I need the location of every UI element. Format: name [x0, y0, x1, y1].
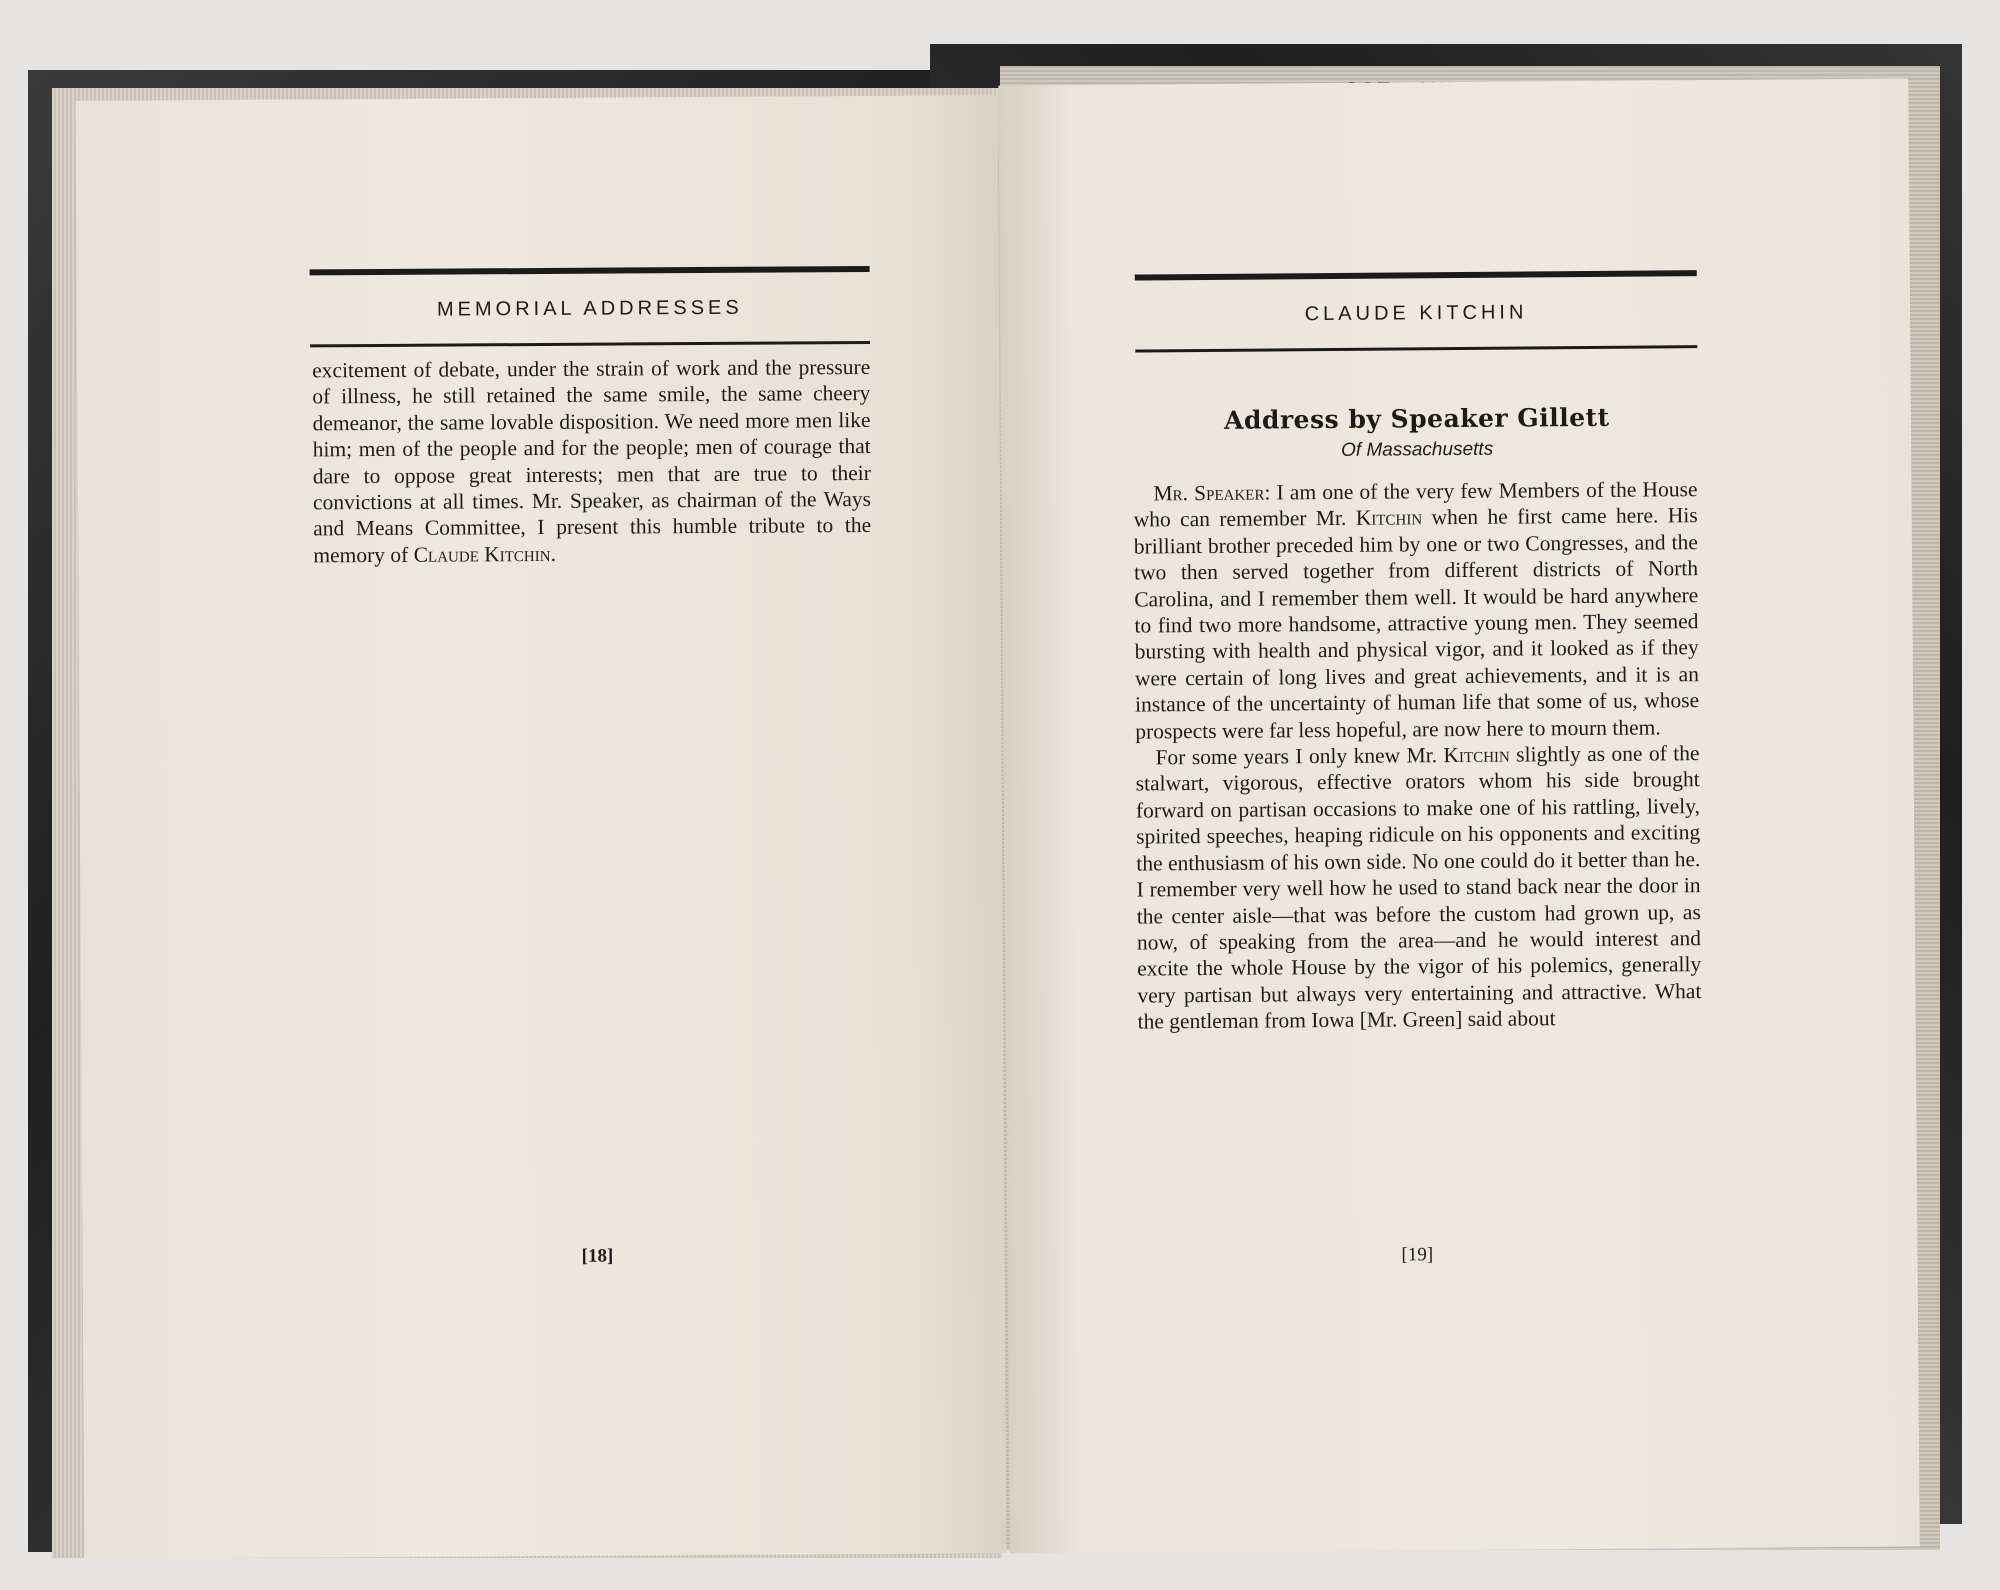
paragraph-1-text-a: : I am one of the very few Members of the House who can remember Mr. [1133, 477, 1698, 532]
mr-speaker-salutation: Mr. Speaker [1153, 480, 1265, 506]
paragraph-2-text-a: For some years I only knew Mr. [1155, 743, 1444, 770]
left-page [76, 95, 1007, 1559]
claude-kitchin-name: Claude Kitchin. [413, 541, 556, 567]
left-body-text [312, 354, 871, 569]
page-number-19: [19] [1401, 1244, 1434, 1266]
kitchin-name: Kitchin [1443, 742, 1510, 768]
page-number-18: [18] [581, 1245, 614, 1267]
address-title: Address by Speaker Gillett [1223, 402, 1610, 435]
address-subtitle: Of Massachusetts [1341, 438, 1494, 461]
right-page [998, 78, 1920, 1553]
left-paragraph-text: excitement of debate, under the strain of work and the pressure of illness, he still retained the same smile, the same cheery demeanor, the same lovable disposition. We need more men like him; men of the people and for the people; men of courage that dare to oppose great interests; men that are true to their convictions at all times. Mr. Speaker, as chairman of the Ways and Means Committee, I present this humble tribute to the memory of [312, 354, 872, 568]
right-body-text [1133, 476, 1701, 1035]
paragraph-2-text-b: slightly as one of the stalwart, vigorous, effective orators whom his side brought forward on partisan occasions to make one of his rattling, lively, spirited speeches, heaping ridicule on his opponents and exciting the enthusiasm of his own side. No one could do it better than he. I remember very well how he used to stand back near the door in the center aisle—that was before the custom had grown up, as now, of speaking from the area—and he would interest and excite the whole House by the vigor of his polemics, generally very partisan but always very entertaining and attractive. What the gentleman from Iowa [Mr. Green] said about [1135, 741, 1702, 1034]
right-running-head: CLAUDE KITCHIN [1304, 301, 1528, 326]
paragraph-1 [1133, 476, 1699, 744]
left-running-head: MEMORIAL ADDRESSES [436, 296, 743, 321]
right-running-header [1135, 270, 1698, 352]
kitchin-name: Kitchin [1355, 505, 1423, 531]
left-paragraph [312, 354, 871, 569]
paragraph-2 [1135, 740, 1701, 1035]
address-title-block [1136, 402, 1698, 463]
left-running-header [310, 266, 870, 347]
paragraph-1-text-b: when he first came here. His brilliant brother preceded him by one or two Congresses, and the two then served together from different districts of North Carolina, and I remember them well. It would be hard anywhere to find two more handsome, attractive young men. They seemed bursting with health and physical vigor, and it looked as if they were certain of long lives and great achievements, and it is an instance of the uncertainty of human life that some of us, whose prospects were far less hopeful, are now here to mourn them. [1133, 503, 1700, 744]
